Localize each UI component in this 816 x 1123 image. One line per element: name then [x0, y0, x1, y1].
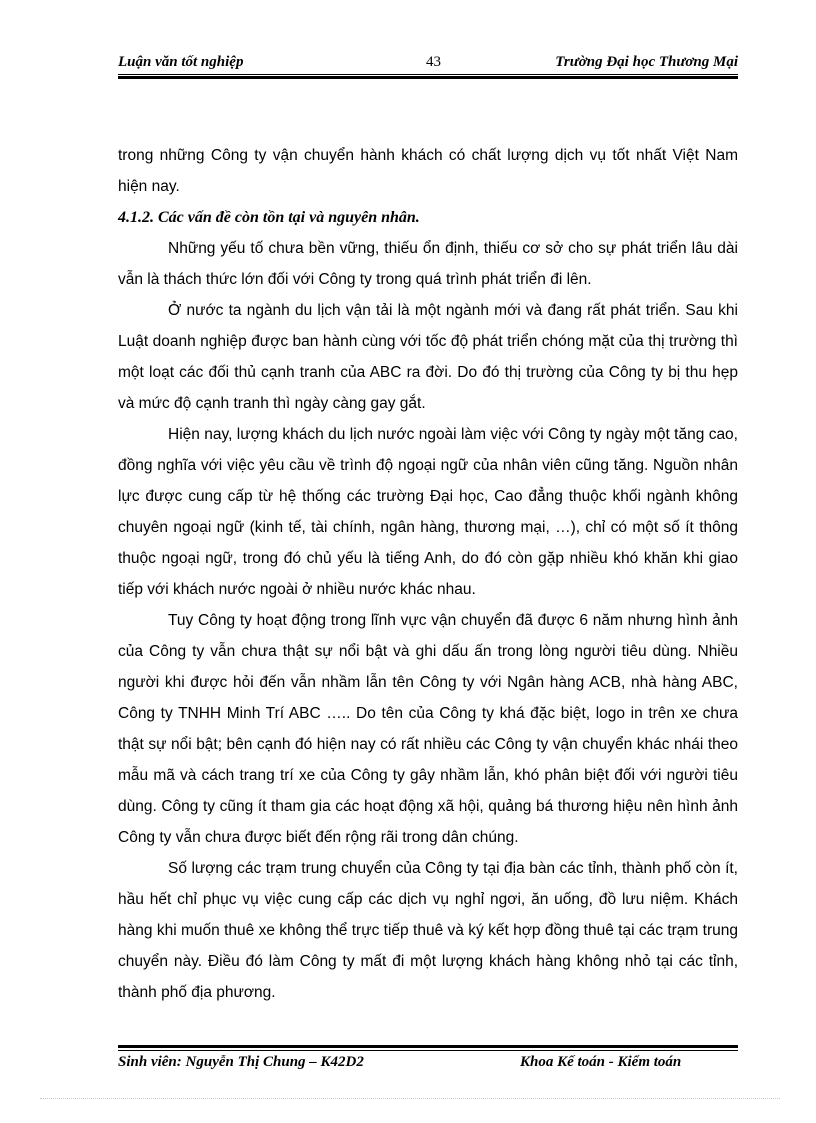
paragraph: Tuy Công ty hoạt động trong lĩnh vực vận chuyển đã được 6 năm nhưng hình ảnh của Công ty vẫn chưa thật sự nổi bật và ghi dấu ấn trong lòng người tiêu dùng. Nhiều người khi được hỏi đến vẫn nhầm lẫn tên Công ty với Ngân hàng ACB, nhà hàng ABC, Công ty TNHH Minh Trí ABC ….. Do tên của Công ty khá đặc biệt, logo in trên xe chưa thật sự nổi bật; bên cạnh đó hiện nay có rất nhiều các Công ty vận chuyển khác nhái theo mẫu mã và cách trang trí xe của Công ty gây nhầm lẫn, khó phân biệt đối với người tiêu dùng. Công ty cũng ít tham gia các hoạt động xã hội, quảng bá thương hiệu nên hình ảnh Công ty vẫn chưa được biết đến rộng rãi trong dân chúng. [118, 612, 738, 846]
section-heading: 4.1.2. Các vấn đề còn tồn tại và nguyên nhân. [118, 209, 420, 226]
header-thesis-title: Luận văn tốt nghiệp [118, 54, 244, 70]
page-edge-divider [40, 1098, 780, 1099]
footer-divider [118, 1045, 738, 1051]
paragraph: Những yếu tố chưa bền vững, thiếu ổn định, thiếu cơ sở cho sự phát triển lâu dài vẫn là thách thức lớn đối với Công ty trong quá trình phát triển đi lên. [118, 240, 738, 288]
paragraph-continuation: trong những Công ty vận chuyển hành khách có chất lượng dịch vụ tốt nhất Việt Nam hiện nay. [118, 147, 738, 195]
header-divider [118, 74, 738, 79]
page-header [118, 50, 738, 76]
paragraph: Hiện nay, lượng khách du lịch nước ngoài làm việc với Công ty ngày một tăng cao, đồng nghĩa với việc yêu cầu về trình độ ngoại ngữ của nhân viên cũng tăng. Nguồn nhân lực được cung cấp từ hệ thống các trường Đại học, Cao đẳng thuộc khối ngành không chuyên ngoại ngữ (kinh tế, tài chính, ngân hàng, thương mại, …), chỉ có một số ít thông thuộc ngoại ngữ, trong đó chủ yếu là tiếng Anh, do đó còn gặp nhiều khó khăn khi giao tiếp với khách nước ngoài ở nhiều nước khác nhau. [118, 426, 738, 598]
page-number: 43 [426, 54, 441, 70]
paragraph: Ở nước ta ngành du lịch vận tải là một ngành mới và đang rất phát triển. Sau khi Luật doanh nghiệp được ban hành cùng với tốc độ phát triển chóng mặt của thị trường thì một loạt các đối thủ cạnh tranh của ABC ra đời. Do đó thị trường của Công ty bị thu hẹp và mức độ cạnh tranh thì ngày càng gay gắt. [118, 302, 738, 412]
footer-student: Sinh viên: Nguyễn Thị Chung – K42D2 [118, 1054, 364, 1070]
header-university: Trường Đại học Thương Mại [555, 54, 738, 70]
paragraph: Số lượng các trạm trung chuyển của Công ty tại địa bàn các tỉnh, thành phố còn ít, hầu hết chỉ phục vụ việc cung cấp các dịch vụ nghỉ ngơi, ăn uống, đồ lưu niệm. Khách hàng khi muốn thuê xe không thể trực tiếp thuê và ký kết hợp đồng thuê tại các trạm trung chuyển này. Điều đó làm Công ty mất đi một lượng khách hàng không nhỏ tại các tỉnh, thành phố địa phương. [118, 860, 738, 1001]
footer-faculty: Khoa Kế toán - Kiểm toán [520, 1054, 682, 1070]
document-body [118, 140, 738, 1008]
page-footer [118, 1054, 738, 1076]
